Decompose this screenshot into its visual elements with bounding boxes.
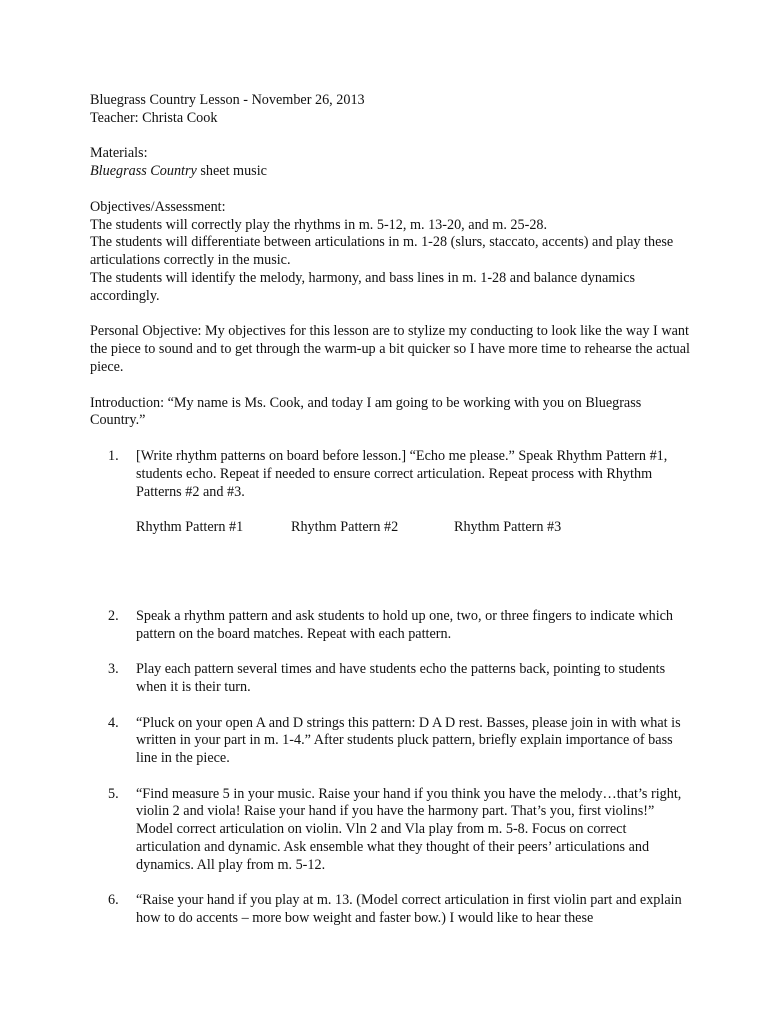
objective-line: The students will identify the melody, harmony, and bass lines in m. 1-28 and balance dynamics accordingly. (90, 269, 636, 304)
step-item (90, 448, 690, 590)
rhythm-pattern-3: Rhythm Pattern #3 (454, 519, 562, 536)
sheet-music-title: Bluegrass Country (90, 163, 197, 180)
lesson-steps (90, 448, 690, 928)
step-item (90, 715, 690, 768)
materials-label: Materials: (90, 145, 148, 162)
rhythm-pattern-1: Rhythm Pattern #1 (136, 519, 244, 536)
step-text: [Write rhythm patterns on board before lesson.] “Echo me please.” Speak Rhythm Pattern #1, students echo. Repeat if needed to ensure correct articulation. Repeat process with Rhythm Patterns #2 and #3. (136, 447, 668, 500)
step-item (90, 786, 690, 875)
step-text: Speak a rhythm pattern and ask students to hold up one, two, or three fingers to indicate which pattern on the board matches. Repeat with each pattern. (136, 607, 674, 642)
step-number: 3. (108, 661, 119, 678)
introduction: Introduction: “My name is Ms. Cook, and today I am going to be working with you on Bluegrass Country.” (90, 394, 642, 429)
step-number: 6. (108, 892, 119, 909)
objectives-label: Objectives/Assessment: (90, 198, 226, 215)
objective-line: The students will correctly play the rhythms in m. 5-12, m. 13-20, and m. 25-28. (90, 216, 548, 233)
rhythm-patterns (136, 519, 690, 537)
step-text: “Raise your hand if you play at m. 13. (Model correct articulation in first violin part and explain how to do accents – more bow weight and faster bow.) I would like to hear these (136, 892, 682, 927)
step-text: “Find measure 5 in your music. Raise your hand if you think you have the melody…that’s right, violin 2 and viola! Raise your hand if you have the harmony part. That’s you, first violins!” Model correct articulation on violin. Vln 2 and Vla play from m. 5-8. Focus on correct articulation and dynamic. Ask ensemble what they thought of their peers’ articulations and dynamics. All play from m. 5-12. (136, 785, 682, 873)
step-item (90, 661, 690, 697)
objective-line: The students will differentiate between articulations in m. 1-28 (slurs, staccato, accents) and play these articulations correctly in the music. (90, 234, 674, 269)
step-text: Play each pattern several times and have students echo the patterns back, pointing to students when it is their turn. (136, 661, 666, 695)
materials-rest: sheet music (196, 163, 267, 180)
personal-objective: Personal Objective: My objectives for this lesson are to stylize my conducting to look like the way I want the piece to sound and to get through the warm-up a bit quicker so I have more time to rehearse the actual piece. (90, 323, 691, 375)
rhythm-pattern-2: Rhythm Pattern #2 (291, 519, 399, 536)
step-item (90, 608, 690, 644)
step-number: 2. (108, 607, 119, 624)
step-text: “Pluck on your open A and D strings this pattern: D A D rest. Basses, please join in with what is written in your part in m. 1-4.” After students pluck pattern, briefly explain importance of bass line in the piece. (136, 714, 681, 767)
step-number: 4. (108, 714, 119, 731)
materials-line (90, 163, 690, 181)
step-number: 1. (108, 447, 119, 464)
step-number: 5. (108, 785, 119, 802)
step-item (90, 892, 690, 928)
teacher-line: Teacher: Christa Cook (90, 109, 218, 126)
lesson-title: Bluegrass Country Lesson - November 26, 2013 (90, 92, 365, 108)
document-body (90, 92, 690, 946)
